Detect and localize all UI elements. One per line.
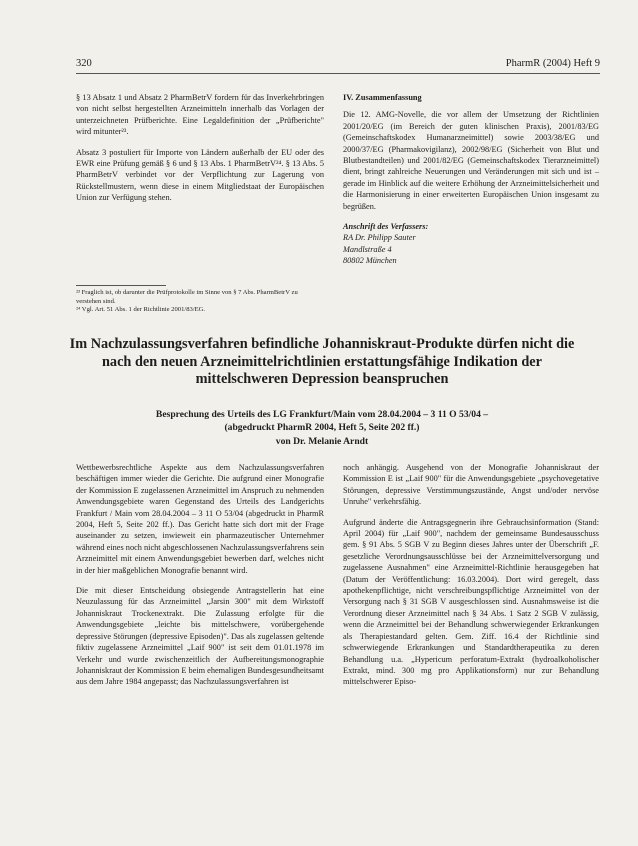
bottom-right-column xyxy=(343,462,599,697)
bottom-left-column xyxy=(76,462,324,697)
footnote: ²⁴ Vgl. Art. 51 Abs. 1 der Richtlinie 2001/83/EG. xyxy=(76,306,206,314)
author-address xyxy=(343,221,599,267)
subtitle-line: (abgedruckt PharmR 2004, Heft 5, Seite 202 ff.) xyxy=(224,422,420,433)
paragraph: Die mit dieser Entscheidung obsiegende Antragstellerin hat eine Neuzulassung für das Arzneimittel „Jarsin 300" mit dem Wirkstoff Johanniskraut Trockenextrakt. Die Zulassung erfolgte für die Anwendungsgebiete „leichte bis mittelschwere, vorübergehende depressive Störungen (depressive Episoden)". Das als zugelassen geltende fiktiv zugelassene Arzneimittel „Laif 900" ist seit dem 01.01.1978 im Verkehr und wurde zwischenzeitlich der Aufbereitungsmonographie Johanniskraut der Kommission E beim ehemaligen Bundesgesundheitsamt aus dem Jahre 1984 angepasst; das Nachzulassungsverfahren ist xyxy=(76,586,324,687)
top-right-column xyxy=(343,92,599,267)
paragraph: Aufgrund änderte die Antragsgegnerin ihre Gebrauchsinformation (Stand: April 2004) für „Laif 900", nachdem der gemeinsame Bundesausschuss gem. § 91 Abs. 5 SGB V zu Beginn dieses Jahres unter der Überschrift „F. gesetzliche Verordnungsausschlüsse bei der Arzneimittelversorgung und zugelassene Ausnahmen" eine Arzneimittel-Richtlinie herausgegeben hat (Datum der Veröffentlichung: 16.03.2004). Dort wird geregelt, dass apothekenpflichtige, nicht verschreibungspflichtige Arzneimittel von der Versorgung nach § 31 SGB V ausgeschlossen sind. Ausnahmsweise ist die Verordnung dieser Arzneimittel nach § 34 Abs. 1 Satz 2 SGB V zulässig, wenn die Arzneimittel bei der Behandlung schwerwiegender Erkrankungen als Therapiestandard gelten. Gem. Ziff. 16.4 der Richtlinie sind schwerwiegende Erkrankungen und Standardtherapeutika zu deren Behandlung u.a. „Hypericum perforatum-Extrakt (hydroalkoholischer Extrakt, mind. 300 mg pro Applikationsform) nur zur Behandlung mittelschwerer Episo- xyxy=(343,517,599,687)
header-rule xyxy=(76,73,600,74)
footnotes xyxy=(76,285,324,315)
address-line: 80802 München xyxy=(343,256,397,266)
paragraph: Absatz 3 postuliert für Importe von Ländern außerhalb der EU oder des EWR eine Prüfung gemäß § 6 und § 13 Abs. 1 PharmBetrV²⁴. § 13 Abs. 5 PharmBetrV verbindet vor der Verpflichtung zur Lagerung von Rückstellmustern, wenn diese in einem Mitgliedstaat der Europäischen Union zur Verfügung stehen. xyxy=(76,147,324,203)
subtitle-line: Besprechung des Urteils des LG Frankfurt/Main vom 28.04.2004 – 3 11 O 53/04 – xyxy=(155,409,489,420)
footnote-rule xyxy=(76,285,166,286)
paragraph: § 13 Absatz 1 und Absatz 2 PharmBetrV fordern für das Inverkehrbringen von nicht selbst hergestellten Arzneimitteln innerhalb das Vorlagen der unterzeichneten Prüfberichte. Eine Legaldefinition der „Prüfberichte" wird mitunter²³. xyxy=(76,93,324,137)
address-line: Mandlstraße 4 xyxy=(343,244,392,254)
top-left-column xyxy=(76,92,324,213)
journal-reference: PharmR (2004) Heft 9 xyxy=(505,58,600,69)
footnote: ²³ Fraglich ist, ob darunter die Prüfprotokolle im Sinne von § 7 Abs. PharmBetrV zu verstehen sind. xyxy=(76,289,298,305)
article-author: von Dr. Melanie Arndt xyxy=(275,436,369,447)
address-heading: Anschrift des Verfassers: xyxy=(343,222,429,232)
paragraph: Wettbewerbsrechtliche Aspekte aus dem Nachzulassungsverfahren beschäftigen immer wieder die Gerichte. Die aufgrund einer Monografie der Kommission E zugelassenen Arzneimittel im Anspruch zu nehmenden Anwendungsgebiete waren Gegenstand des Urteils des Landgerichts Frankfurt / Main vom 28.04.2004 – 3 11 O 53/04 (abgedruckt in PharmR 2004, Heft 5, Seite 202 ff.). Das Gericht hatte sich dort mit der Frage auseinander zu setzen, inwieweit ein pharmazeutischer Unternehmer während eines noch nicht abgeschlossenen Nachzulassungsverfahrens sein Arzneimittel mit einem Anwendungsgebiet bewerben darf, welches nicht in der hier maßgeblichen Monografie benannt wird. xyxy=(76,463,324,575)
paragraph: noch anhängig. Ausgehend von der Monografie Johanniskraut der Kommission E ist „Laif 900" für die Anwendungsgebiete „psychovegetative Störungen, depressive Verstimmungszustände, Angst und/oder nervöse Unruhe" verkehrsfähig. xyxy=(343,463,599,507)
page-number: 320 xyxy=(76,58,92,69)
article-title: Im Nachzulassungsverfahren befindliche Johanniskraut-Produkte dürfen nicht die nach den neuen Arzneimittelrichtlinien erstattungsfähige Indikation der mittelschweren Depression beanspruchen xyxy=(69,336,575,387)
section-heading: IV. Zusammenfassung xyxy=(343,93,422,102)
paragraph: Die 12. AMG-Novelle, die vor allem der Umsetzung der Richtlinien 2001/20/EG (im Bereich der guten klinischen Praxis), 2001/83/EG (Gemeinschaftskodex Humanarzneimittel) sowie 2003/38/EG und 2000/37/EG (Pharmakovigilanz), 2002/98/EG (Sicherheit von Blut und Blutbestandteilen) und 2001/82/EG (Gemeinschaftskodex Tierarzneimittel) dient, bringt zahlreiche Neuerungen und Veränderungen mit sich und ist – gerade im Hinblick auf die weitere Erhöhung der Arzneimittelsicherheit und die Harmonisierung in einer erweiterten Europäischen Union insgesamt zu begrüßen. xyxy=(343,110,599,211)
address-line: RA Dr. Philipp Sauter xyxy=(343,233,416,243)
article-subtitle xyxy=(62,408,582,434)
